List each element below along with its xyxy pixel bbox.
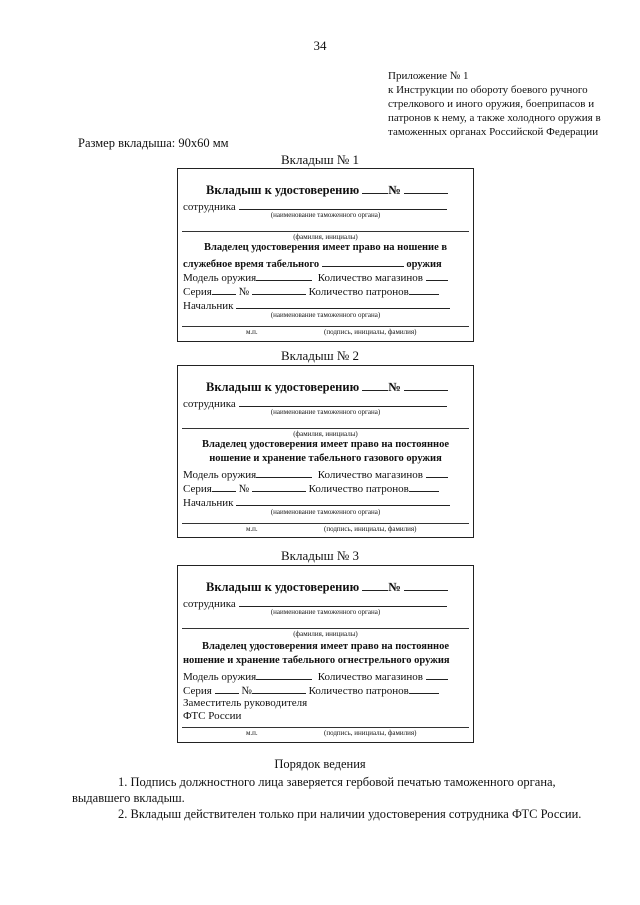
- heading-text: Вкладыш к удостоверению: [206, 380, 360, 394]
- caption-name: (фамилия, инициалы): [293, 630, 358, 638]
- number-label: №: [238, 286, 250, 298]
- blank-line: [322, 256, 404, 267]
- right-line-2-end: оружия: [406, 259, 442, 270]
- caption-chief-org: (наименование таможенного органа): [270, 508, 381, 516]
- blank-line: [256, 669, 312, 680]
- divider: [182, 231, 469, 232]
- model-label: Модель оружия: [183, 671, 257, 683]
- employee-label: сотрудника: [183, 398, 236, 410]
- magazines-label: Количество магазинов: [317, 671, 423, 683]
- caption-org: (наименование таможенного органа): [270, 408, 381, 416]
- appendix-line: таможенных органах Российской Федерации: [388, 126, 599, 138]
- blank-line: [426, 270, 448, 281]
- magazines-label: Количество магазинов: [317, 469, 423, 481]
- stamp-label: м.п.: [246, 729, 258, 737]
- insert-size-note: Размер вкладыша: 90х60 мм: [78, 136, 229, 150]
- blank-line: [239, 396, 447, 407]
- heading-text: Вкладыш к удостоверению: [206, 183, 360, 197]
- employee-label: сотрудника: [183, 598, 236, 610]
- blank-line: [256, 467, 312, 478]
- blank-line: [212, 481, 236, 492]
- blank-line: [409, 481, 439, 492]
- blank-line: [252, 284, 306, 295]
- appendix-line: Приложение № 1: [388, 70, 469, 82]
- caption-sign: (подпись, инициалы, фамилия): [324, 729, 417, 737]
- caption-org: (наименование таможенного органа): [270, 608, 381, 616]
- blank-line: [215, 683, 239, 694]
- blank-line: [256, 270, 312, 281]
- chief-row-2: ФТС России: [183, 710, 242, 722]
- rounds-label: Количество патронов: [308, 286, 409, 298]
- chief-row: [183, 298, 473, 312]
- caption-chief-org: (наименование таможенного органа): [270, 311, 381, 319]
- page-number: 34: [313, 38, 327, 53]
- stamp-label: м.п.: [246, 328, 258, 336]
- divider: [182, 727, 469, 728]
- model-label: Модель оружия: [183, 272, 257, 284]
- procedure-item-1-cont: выдавшего вкладыш.: [72, 791, 185, 805]
- model-row: [183, 467, 473, 481]
- model-row: [183, 270, 473, 284]
- appendix-note: [388, 69, 601, 139]
- blank-line: [252, 683, 306, 694]
- insert-heading: [206, 380, 473, 395]
- model-row: [183, 669, 473, 683]
- blank-line: [362, 183, 388, 194]
- magazines-label: Количество магазинов: [317, 272, 423, 284]
- caption-sign: (подпись, инициалы, фамилия): [324, 525, 417, 533]
- right-line-1: Владелец удостоверения имеет право на ношение в: [203, 242, 448, 253]
- blank-line: [426, 669, 448, 680]
- series-label: Серия: [183, 483, 212, 495]
- divider: [182, 428, 469, 429]
- procedure-title: Порядок ведения: [274, 757, 366, 771]
- series-row: [183, 481, 473, 495]
- insert-3-card: [177, 565, 474, 743]
- blank-line: [236, 298, 450, 309]
- blank-line: [362, 580, 388, 591]
- right-line-1: Владелец удостоверения имеет право на постоянное: [202, 439, 449, 450]
- blank-line: [252, 481, 306, 492]
- employee-label: сотрудника: [183, 201, 236, 213]
- appendix-line: патронов к нему, а также холодного оружия в: [388, 112, 601, 124]
- blank-line: [404, 380, 448, 391]
- number-label: №: [388, 580, 401, 594]
- number-label: №: [388, 183, 401, 197]
- divider: [182, 523, 469, 524]
- divider: [182, 628, 469, 629]
- series-row: [183, 284, 473, 298]
- appendix-line: к Инструкции по обороту боевого ручного: [388, 84, 588, 96]
- blank-line: [409, 683, 439, 694]
- stamp-label: м.п.: [246, 525, 258, 533]
- right-line-1: Владелец удостоверения имеет право на постоянное: [202, 641, 449, 652]
- number-label: №: [241, 685, 252, 697]
- blank-line: [239, 596, 447, 607]
- divider: [182, 326, 469, 327]
- blank-line: [239, 199, 447, 210]
- insert-3-title: Вкладыш № 3: [280, 548, 359, 563]
- caption-name: (фамилия, инициалы): [293, 233, 358, 241]
- right-line-2: [183, 256, 473, 270]
- procedure-item-2: 2. Вкладыш действителен только при наличии удостоверения сотрудника ФТС России.: [118, 807, 582, 821]
- number-label: №: [238, 483, 250, 495]
- insert-1-title: Вкладыш № 1: [280, 152, 359, 167]
- blank-line: [426, 467, 448, 478]
- caption-org: (наименование таможенного органа): [270, 211, 381, 219]
- blank-line: [212, 284, 236, 295]
- right-line-2-text: служебное время табельного: [183, 259, 320, 270]
- series-label: Серия: [183, 685, 212, 697]
- blank-line: [404, 580, 448, 591]
- caption-sign: (подпись, инициалы, фамилия): [324, 328, 417, 336]
- heading-text: Вкладыш к удостоверению: [206, 580, 360, 594]
- right-line-2: ношение и хранение табельного газового оружия: [209, 453, 442, 464]
- insert-2-title: Вкладыш № 2: [280, 348, 359, 363]
- blank-line: [236, 495, 450, 506]
- chief-label: Начальник: [183, 300, 234, 312]
- blank-line: [404, 183, 448, 194]
- chief-label: Начальник: [183, 497, 234, 509]
- rounds-label: Количество патронов: [308, 483, 409, 495]
- number-label: №: [388, 380, 401, 394]
- model-label: Модель оружия: [183, 469, 257, 481]
- blank-line: [409, 284, 439, 295]
- series-label: Серия: [183, 286, 212, 298]
- rounds-label: Количество патронов: [308, 685, 409, 697]
- series-row: [183, 683, 473, 697]
- procedure-item-1: 1. Подпись должностного лица заверяется гербовой печатью таможенного органа,: [118, 775, 556, 789]
- caption-name: (фамилия, инициалы): [293, 430, 358, 438]
- insert-heading: [206, 580, 473, 595]
- chief-row: Заместитель руководителя: [183, 697, 308, 709]
- blank-line: [362, 380, 388, 391]
- insert-heading: [206, 183, 473, 198]
- chief-row: [183, 495, 473, 509]
- appendix-line: стрелкового и иного оружия, боеприпасов и: [388, 98, 595, 110]
- insert-1-card: [177, 168, 474, 342]
- insert-2-card: [177, 365, 474, 538]
- right-line-2: ношение и хранение табельного огнестрельного оружия: [183, 655, 450, 666]
